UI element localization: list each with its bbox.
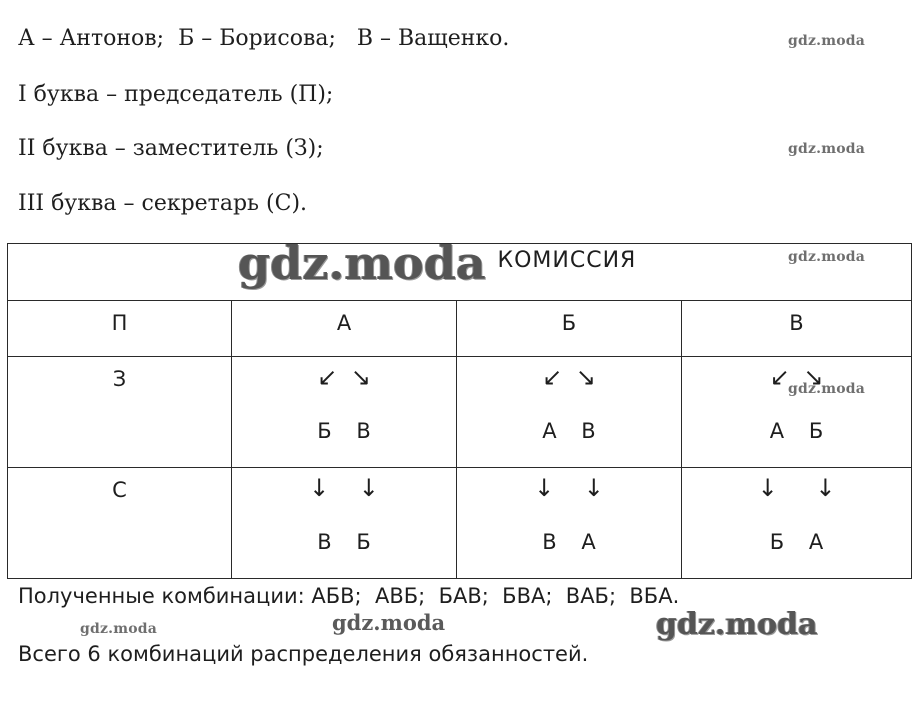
- cell-z-2: ↙ ↘ А В: [457, 357, 682, 468]
- row-label-s: С: [8, 468, 232, 579]
- intro-line-4: III буква – секретарь (С).: [18, 191, 308, 216]
- watermark: gdz.moda: [788, 249, 866, 265]
- commission-title: КОМИССИЯ: [497, 248, 637, 273]
- total-line: Всего 6 комбинаций распределения обязанностей.: [18, 642, 589, 666]
- cell-s-2: ↓ ↓ В А: [457, 468, 682, 579]
- cell-p-1: А: [232, 301, 457, 357]
- combinations-line: Полученные комбинации: АБВ; АВБ; БАВ; БВА; ВАБ; ВБА.: [18, 584, 680, 608]
- cell-p-2: Б: [457, 301, 682, 357]
- watermark: gdz.moda: [656, 607, 818, 642]
- watermark: gdz.moda: [788, 33, 866, 49]
- arrow-icon: ↓ ↓: [309, 474, 379, 502]
- watermark: gdz.moda: [238, 236, 486, 290]
- intro-line-3: II буква – заместитель (З);: [18, 136, 324, 161]
- intro-line-1: А – Антонов; Б – Борисова; В – Ващенко.: [18, 26, 510, 51]
- arrow-icon: ↙ ↘: [317, 363, 371, 391]
- cell-z-1: ↙ ↘ Б В: [232, 357, 457, 468]
- row-label-p: П: [8, 301, 232, 357]
- cell-z-3: ↙ ↘ А Б: [682, 357, 912, 468]
- watermark: gdz.moda: [80, 621, 158, 637]
- arrow-icon: ↓ ↓: [534, 474, 604, 502]
- watermark: gdz.moda: [788, 381, 866, 397]
- watermark: gdz.moda: [788, 141, 866, 157]
- row-label-z: З: [8, 357, 232, 468]
- intro-line-2: I буква – председатель (П);: [18, 82, 334, 107]
- cell-s-1: ↓ ↓ В Б: [232, 468, 457, 579]
- arrow-icon: ↓ ↓: [757, 474, 836, 502]
- table-row-deputy: [8, 357, 912, 468]
- table-row-chairman: [8, 301, 912, 357]
- watermark: gdz.moda: [332, 610, 446, 635]
- header-empty-cell: [8, 244, 232, 301]
- arrow-icon: ↙ ↘: [769, 363, 824, 391]
- cell-p-3: В: [682, 301, 912, 357]
- commission-table: [7, 243, 912, 579]
- arrow-icon: ↙ ↘: [542, 363, 596, 391]
- cell-s-3: ↓ ↓ Б А: [682, 468, 912, 579]
- table-row-secretary: [8, 468, 912, 579]
